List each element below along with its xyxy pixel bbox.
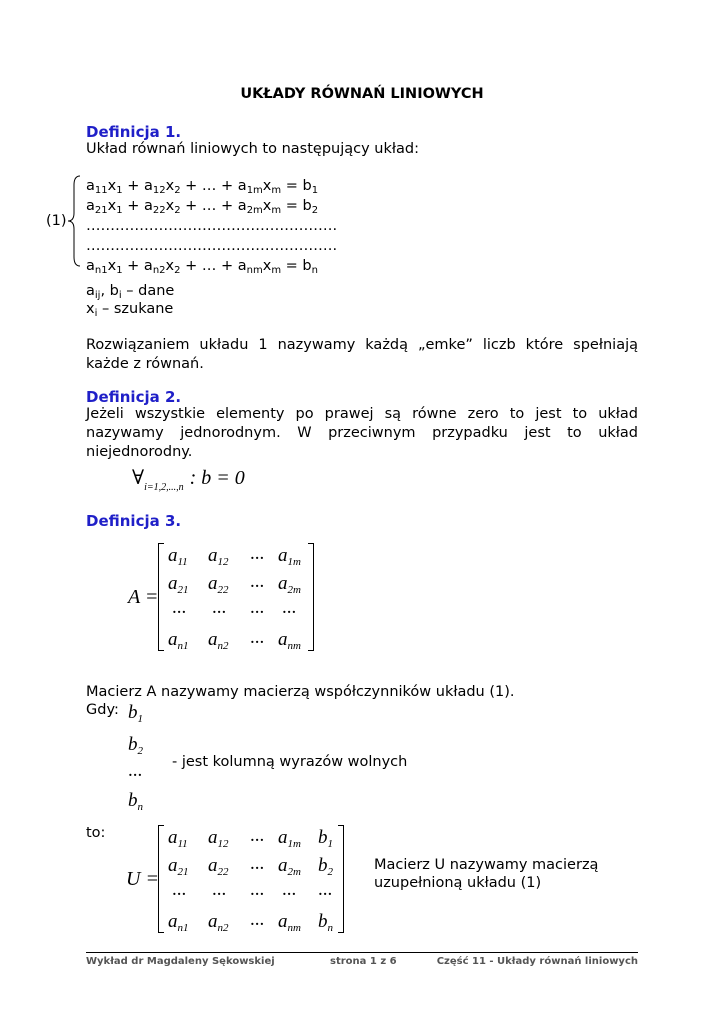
matrix-a-label: A =: [128, 586, 159, 608]
system-brace-icon: [66, 175, 82, 267]
homogeneous-formula: $\forall_{i=1,2,...,n}$ : b = 0: [132, 467, 245, 493]
unknown-line: $x_i$ – szukane: [86, 301, 174, 319]
matrix-u-label: U =: [126, 868, 159, 890]
matrix-a: $a_{11}$ $a_{12}$ ... $a_{1m}$ $a_{21}$ $a_{22}$ ... $a_{2m}$ ... ... ... ... $a_{n1}$ $a_{n2}$ ... $a_{nm}$: [158, 543, 314, 651]
matrix-u-description-2: uzupełnioną układu (1): [374, 875, 542, 891]
footer-author: Wykład dr Magdaleny Sękowskiej: [86, 956, 275, 967]
equation-row: $a_{11}x_1 + a_{12}x_2$ + … + $a_{1m}x_m = b_1$: [86, 178, 319, 196]
equation-row: …………………………………………….: [86, 218, 338, 234]
definition-2-heading: Definicja 2.: [86, 388, 182, 406]
equation-row: $a_{n1}x_1 + a_{n2}x_2$ + … + $a_{nm}x_m = b_n$: [86, 258, 318, 276]
system-label: (1): [46, 213, 67, 229]
given-line: $a_{ij}$, $b_i$ – dane: [86, 283, 175, 301]
equation-row: …………………………………………….: [86, 238, 338, 254]
definition-1-intro: Układ równań liniowych to następujący układ:: [86, 141, 419, 157]
page-title: UKŁADY RÓWNAŃ LINIOWYCH: [240, 86, 484, 102]
matrix-u: $a_{11}$ $a_{12}$ ... $a_{1m}$ $b_1$ $a_{21}$ $a_{22}$ ... $a_{2m}$ $b_2$ ... ... ... ... ... $a_{n1}$ $a_{n2}$ ... $a_{nm}$ $b_n$: [158, 825, 344, 933]
to-label: to:: [86, 825, 106, 841]
equation-row: $a_{21}x_1 + a_{22}x_2$ + … + $a_{2m}x_m = b_2$: [86, 198, 319, 216]
footer-chapter: Część 11 - Układy równań liniowych: [436, 956, 638, 967]
free-terms-column: $b_1$ $b_2$ ... $b_n$: [128, 702, 143, 813]
matrix-a-description: Macierz A nazywamy macierzą współczynników układu (1).: [86, 684, 515, 700]
equation-system: [86, 176, 337, 276]
definition-3-heading: Definicja 3.: [86, 512, 182, 530]
definition-1-heading: Definicja 1.: [86, 123, 182, 141]
free-terms-description: - jest kolumną wyrazów wolnych: [172, 754, 408, 770]
footer-divider: [86, 952, 638, 953]
definition-2-text: Jeżeli wszystkie elementy po prawej są równe zero to jest to układ nazywamy jednorodnym. W przeciwnym przypadku jest to układ niejednorodny.: [86, 406, 638, 460]
solution-definition: Rozwiązaniem układu 1 nazywamy każdą „emke” liczb które spełniają każde z równań.: [86, 337, 638, 372]
matrix-u-description-1: Macierz U nazywamy macierzą: [374, 857, 599, 873]
gdy-label: Gdy:: [86, 702, 119, 718]
footer-page-number: strona 1 z 6: [330, 956, 397, 967]
